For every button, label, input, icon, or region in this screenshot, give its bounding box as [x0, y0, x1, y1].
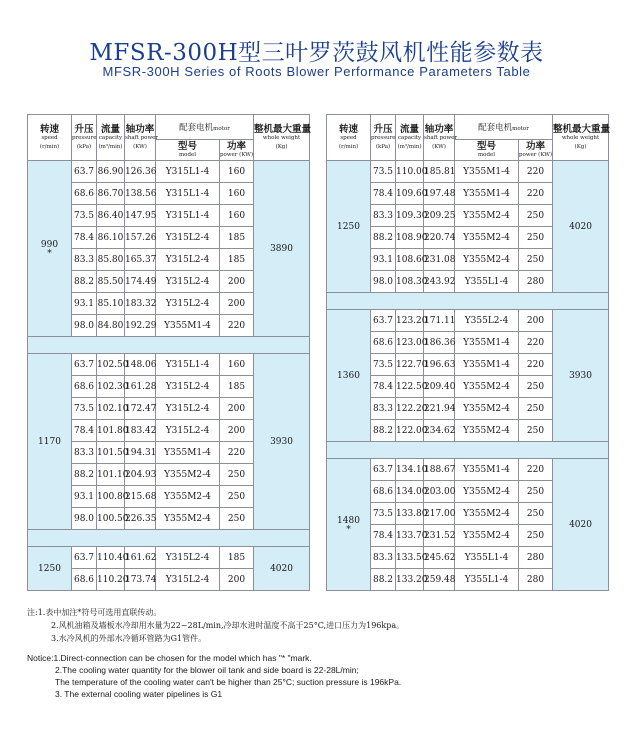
pressure-cell: 93.1	[72, 293, 97, 315]
shaft-power-cell: 147.95	[125, 205, 156, 227]
capacity-cell: 123.00	[396, 332, 424, 354]
pressure-cell: 83.3	[371, 398, 396, 420]
header-motor	[156, 115, 254, 140]
weight-cell: 3930	[254, 354, 310, 530]
table-row	[28, 547, 310, 569]
pressure-cell: 93.1	[72, 486, 97, 508]
header-pressure-en: pressure	[371, 135, 396, 142]
shaft-power-cell: 188.67	[424, 459, 455, 481]
capacity-cell: 85.50	[97, 271, 125, 293]
pressure-cell: 73.5	[371, 161, 396, 183]
motor-model-cell: Y355M1-4	[455, 161, 519, 183]
motor-model-cell: Y315L2-4	[156, 227, 220, 249]
speed-value: 1170	[38, 436, 61, 447]
motor-model-cell: Y355M2-4	[455, 249, 519, 271]
motor-model-cell: Y355L1-4	[455, 271, 519, 293]
motor-model-cell: Y315L1-4	[156, 183, 220, 205]
motor-model-cell: Y315L2-4	[156, 293, 220, 315]
header-model-cn: 型号	[476, 140, 496, 152]
header-shaft-power	[424, 115, 458, 161]
motor-power-cell: 250	[519, 481, 553, 503]
motor-model-cell: Y315L2-4	[156, 271, 220, 293]
speed-cell	[28, 547, 72, 591]
header-speed-en: speed	[41, 135, 58, 142]
header-pressure-unit: (kPa)	[76, 144, 92, 151]
capacity-cell: 122.00	[396, 420, 424, 442]
capacity-cell: 86.70	[97, 183, 125, 205]
header-speed	[28, 115, 72, 161]
table-row	[327, 310, 609, 332]
shaft-power-cell: 215.68	[125, 486, 156, 508]
table-row	[327, 459, 609, 481]
pressure-cell: 98.0	[72, 315, 97, 337]
capacity-cell: 85.80	[97, 249, 125, 271]
shaft-power-cell: 204.93	[125, 464, 156, 486]
motor-power-cell: 250	[519, 525, 553, 547]
header-shaft-power-en: shaft power	[424, 135, 458, 142]
motor-model-cell: Y355M2-4	[455, 376, 519, 398]
pressure-cell: 68.6	[72, 376, 97, 398]
motor-model-cell: Y355L1-4	[455, 547, 519, 569]
pressure-cell: 78.4	[371, 183, 396, 205]
header-pressure-cn: 升压	[373, 123, 393, 135]
shaft-power-cell: 183.42	[125, 420, 156, 442]
spacer-cell	[327, 293, 609, 310]
header-pressure	[371, 115, 396, 161]
motor-model-cell: Y315L2-4	[156, 547, 220, 569]
pressure-cell: 93.1	[371, 249, 396, 271]
weight-cell: 3930	[553, 310, 609, 442]
motor-power-cell: 250	[519, 227, 553, 249]
motor-power-cell: 220	[519, 332, 553, 354]
table-row	[28, 161, 310, 183]
header-capacity-en: capacity	[98, 135, 123, 142]
pressure-cell: 78.4	[371, 525, 396, 547]
pressure-cell: 73.5	[371, 354, 396, 376]
motor-power-cell: 185	[220, 227, 254, 249]
header-weight	[553, 115, 609, 161]
motor-model-cell: Y355M2-4	[455, 227, 519, 249]
group-spacer	[327, 442, 609, 459]
shaft-power-cell: 220.74	[424, 227, 455, 249]
weight-cell: 4020	[254, 547, 310, 591]
motor-model-cell: Y315L2-4	[156, 420, 220, 442]
capacity-cell: 133.70	[396, 525, 424, 547]
notes-english	[27, 652, 627, 700]
motor-model-cell: Y355M2-4	[455, 525, 519, 547]
pressure-cell: 98.0	[72, 508, 97, 530]
shaft-power-cell: 217.00	[424, 503, 455, 525]
shaft-power-cell: 161.28	[125, 376, 156, 398]
header-speed-en: speed	[340, 135, 357, 142]
weight-cell: 3890	[254, 161, 310, 337]
capacity-cell: 110.40	[97, 547, 125, 569]
header-speed-unit: (r/min)	[39, 144, 60, 151]
pressure-cell: 63.7	[72, 161, 97, 183]
motor-power-cell: 280	[519, 271, 553, 293]
header-capacity-unit: (m³/min)	[397, 144, 422, 151]
shaft-power-cell: 192.29	[125, 315, 156, 337]
motor-power-cell: 185	[220, 249, 254, 271]
capacity-cell: 84.80	[97, 315, 125, 337]
capacity-cell: 133.80	[396, 503, 424, 525]
note-en-4: 3. The external cooling water pipelines is G1	[55, 689, 223, 699]
header-speed	[327, 115, 371, 161]
motor-model-cell: Y315L2-4	[156, 376, 220, 398]
header-row	[327, 115, 609, 140]
group-spacer	[327, 293, 609, 310]
capacity-cell: 108.60	[396, 249, 424, 271]
header-shaft-power	[125, 115, 159, 161]
motor-power-cell: 280	[519, 547, 553, 569]
capacity-cell: 134.00	[396, 481, 424, 503]
header-pressure-en: pressure	[72, 135, 97, 142]
motor-model-cell: Y355M1-4	[455, 459, 519, 481]
header-weight	[254, 115, 310, 161]
shaft-power-cell: 209.25	[424, 205, 455, 227]
motor-power-cell: 220	[519, 354, 553, 376]
header-shaft-power-unit: (KW)	[133, 144, 147, 151]
pressure-cell: 68.6	[72, 569, 97, 591]
speed-cell	[327, 161, 371, 293]
pressure-cell: 63.7	[72, 547, 97, 569]
motor-power-cell: 200	[220, 420, 254, 442]
shaft-power-cell: 173.74	[125, 569, 156, 591]
motor-power-cell: 160	[220, 183, 254, 205]
motor-power-cell: 185	[220, 376, 254, 398]
capacity-cell: 86.40	[97, 205, 125, 227]
motor-power-cell: 220	[220, 442, 254, 464]
capacity-cell: 109.60	[396, 183, 424, 205]
header-shaft-power-en: shaft power	[125, 135, 159, 142]
header-capacity	[97, 115, 125, 161]
note-cn-3: 3.水冷风机的外部水冷循环管路为G1管件。	[51, 634, 207, 643]
motor-model-cell: Y355M1-4	[455, 354, 519, 376]
capacity-cell: 100.80	[97, 486, 125, 508]
header-capacity	[396, 115, 424, 161]
header-weight-en: whole weight	[262, 135, 301, 142]
shaft-power-cell: 221.94	[424, 398, 455, 420]
motor-power-cell: 160	[220, 161, 254, 183]
pressure-cell: 88.2	[72, 271, 97, 293]
note-en-1: Notice:1.Direct-connection can be chosen for the model which has "* "mark.	[27, 653, 312, 663]
shaft-power-cell: 226.35	[125, 508, 156, 530]
motor-power-cell: 200	[519, 310, 553, 332]
header-speed-cn: 转速	[39, 123, 59, 135]
shaft-power-cell: 203.00	[424, 481, 455, 503]
capacity-cell: 86.90	[97, 161, 125, 183]
weight-cell: 4020	[553, 459, 609, 591]
motor-model-cell: Y355M2-4	[156, 464, 220, 486]
note-en-2: 2.The cooling water quantity for the blower oil tank and side board is 22-28L/min;	[55, 665, 359, 675]
pressure-cell: 98.0	[371, 271, 396, 293]
shaft-power-cell: 231.08	[424, 249, 455, 271]
motor-power-cell: 250	[220, 508, 254, 530]
group-spacer	[28, 337, 310, 354]
shaft-power-cell: 185.81	[424, 161, 455, 183]
table-row	[28, 354, 310, 376]
header-weight-en: whole weight	[561, 135, 600, 142]
pressure-cell: 68.6	[371, 481, 396, 503]
header-shaft-power-unit: (KW)	[432, 144, 446, 151]
motor-model-cell: Y355L2-4	[455, 310, 519, 332]
pressure-cell: 73.5	[72, 398, 97, 420]
motor-power-cell: 220	[519, 459, 553, 481]
capacity-cell: 123.20	[396, 310, 424, 332]
header-speed-unit: (r/min)	[338, 144, 359, 151]
speed-value: 1360	[337, 370, 360, 381]
header-model-en: model	[477, 152, 496, 159]
pressure-cell: 68.6	[371, 332, 396, 354]
pressure-cell: 78.4	[72, 227, 97, 249]
pressure-cell: 88.2	[371, 420, 396, 442]
motor-model-cell: Y355M1-4	[455, 183, 519, 205]
capacity-cell: 85.10	[97, 293, 125, 315]
motor-model-cell: Y355M1-4	[156, 442, 220, 464]
speed-cell	[28, 161, 72, 337]
shaft-power-cell: 138.56	[125, 183, 156, 205]
header-weight-unit: (Kg)	[275, 144, 288, 151]
motor-power-cell: 220	[519, 183, 553, 205]
motor-model-cell: Y315L2-4	[156, 569, 220, 591]
capacity-cell: 101.80	[97, 420, 125, 442]
shaft-power-cell: 186.36	[424, 332, 455, 354]
pressure-cell: 88.2	[371, 569, 396, 591]
shaft-power-cell: 243.92	[424, 271, 455, 293]
header-weight-cn: 整机最大重量	[254, 123, 312, 135]
header-capacity-en: capacity	[397, 135, 422, 142]
header-capacity-cn: 流量	[399, 123, 419, 135]
motor-model-cell: Y355M1-4	[156, 315, 220, 337]
pressure-cell: 78.4	[371, 376, 396, 398]
motor-model-cell: Y355M2-4	[455, 398, 519, 420]
speed-cell	[327, 459, 371, 591]
motor-power-cell: 200	[220, 293, 254, 315]
shaft-power-cell: 209.40	[424, 376, 455, 398]
direct-drive-mark: *	[47, 248, 52, 259]
motor-model-cell: Y315L1-4	[156, 205, 220, 227]
shaft-power-cell: 231.52	[424, 525, 455, 547]
motor-model-cell: Y355M2-4	[455, 205, 519, 227]
pressure-cell: 73.5	[371, 503, 396, 525]
shaft-power-cell: 197.48	[424, 183, 455, 205]
motor-model-cell: Y355M2-4	[455, 481, 519, 503]
pressure-cell: 83.3	[371, 205, 396, 227]
pressure-cell: 83.3	[371, 547, 396, 569]
shaft-power-cell: 161.62	[125, 547, 156, 569]
header-pressure-unit: (kPa)	[375, 144, 391, 151]
shaft-power-cell: 171.11	[424, 310, 455, 332]
header-model	[156, 140, 220, 161]
motor-model-cell: Y315L2-4	[156, 398, 220, 420]
motor-power-cell: 200	[220, 271, 254, 293]
capacity-cell: 100.50	[97, 508, 125, 530]
header-pressure-cn: 升压	[74, 123, 94, 135]
motor-power-cell: 200	[220, 398, 254, 420]
pressure-cell: 63.7	[371, 459, 396, 481]
capacity-cell: 102.10	[97, 398, 125, 420]
pressure-cell: 63.7	[72, 354, 97, 376]
title-english: MFSR-300H Series of Roots Blower Performance Parameters Table	[102, 64, 531, 79]
motor-power-cell: 185	[220, 547, 254, 569]
pressure-cell: 88.2	[371, 227, 396, 249]
weight-cell: 4020	[553, 161, 609, 293]
group-spacer	[28, 530, 310, 547]
spacer-cell	[28, 530, 310, 547]
note-cn-2: 2.风机油箱及墙板水冷却用水量为22~28L/min,冷却水进时温度不高于25°C,进口压力为196kpa。	[51, 621, 405, 630]
motor-power-cell: 220	[519, 161, 553, 183]
capacity-cell: 110.00	[396, 161, 424, 183]
capacity-cell: 122.70	[396, 354, 424, 376]
motor-model-cell: Y315L2-4	[156, 249, 220, 271]
header-motor-en: motor	[213, 126, 230, 132]
header-power-en: power (KW)	[519, 152, 553, 159]
shaft-power-cell: 157.26	[125, 227, 156, 249]
shaft-power-cell: 194.31	[125, 442, 156, 464]
header-motor-en: motor	[512, 126, 529, 132]
capacity-cell: 101.50	[97, 442, 125, 464]
spacer-cell	[28, 337, 310, 354]
motor-model-cell: Y355M2-4	[455, 503, 519, 525]
header-row	[28, 115, 310, 140]
header-power-cn: 功率	[227, 140, 247, 152]
motor-power-cell: 220	[220, 315, 254, 337]
header-motor	[455, 115, 553, 140]
shaft-power-cell: 165.37	[125, 249, 156, 271]
performance-table-right	[326, 114, 609, 591]
header-power-cn: 功率	[526, 140, 546, 152]
header-pressure	[72, 115, 97, 161]
pressure-cell: 73.5	[72, 205, 97, 227]
capacity-cell: 133.20	[396, 569, 424, 591]
header-power	[519, 140, 553, 161]
motor-power-cell: 280	[519, 569, 553, 591]
note-cn-1: 注:1.表中加注*符号可选用直联传动。	[27, 608, 162, 617]
title-chinese: MFSR-300H型三叶罗茨鼓风机性能参数表	[89, 40, 544, 66]
spacer-cell	[327, 442, 609, 459]
capacity-cell: 102.30	[97, 376, 125, 398]
pressure-cell: 83.3	[72, 249, 97, 271]
header-model-en: model	[178, 152, 197, 159]
header-capacity-unit: (m³/min)	[98, 144, 123, 151]
capacity-cell: 102.50	[97, 354, 125, 376]
speed-value: 1250	[38, 563, 61, 574]
shaft-power-cell: 196.63	[424, 354, 455, 376]
capacity-cell: 101.10	[97, 464, 125, 486]
pressure-cell: 63.7	[371, 310, 396, 332]
capacity-cell: 108.90	[396, 227, 424, 249]
shaft-power-cell: 148.06	[125, 354, 156, 376]
capacity-cell: 134.10	[396, 459, 424, 481]
capacity-cell: 122.50	[396, 376, 424, 398]
capacity-cell: 86.10	[97, 227, 125, 249]
motor-model-cell: Y355L1-4	[455, 569, 519, 591]
header-power	[220, 140, 254, 161]
header-motor-cn: 配套电机	[179, 123, 214, 133]
note-en-3: The temperature of the cooling water can't be higher than 25°C; suction pressure is 196kPa.	[55, 677, 402, 687]
capacity-cell: 108.30	[396, 271, 424, 293]
capacity-cell: 133.50	[396, 547, 424, 569]
shaft-power-cell: 126.36	[125, 161, 156, 183]
motor-model-cell: Y315L1-4	[156, 354, 220, 376]
pressure-cell: 83.3	[72, 442, 97, 464]
motor-power-cell: 250	[220, 486, 254, 508]
table-row	[327, 161, 609, 183]
speed-value: 1250	[337, 221, 360, 232]
motor-model-cell: Y315L1-4	[156, 161, 220, 183]
motor-power-cell: 250	[519, 249, 553, 271]
capacity-cell: 110.20	[97, 569, 125, 591]
header-capacity-cn: 流量	[100, 123, 120, 135]
motor-power-cell: 250	[519, 205, 553, 227]
header-power-en: power (KW)	[220, 152, 254, 159]
header-motor-cn: 配套电机	[478, 123, 513, 133]
header-shaft-power-cn: 轴功率	[125, 123, 155, 135]
speed-value: 1480	[337, 515, 360, 526]
header-weight-unit: (Kg)	[574, 144, 587, 151]
header-shaft-power-cn: 轴功率	[424, 123, 454, 135]
motor-model-cell: Y355M2-4	[455, 420, 519, 442]
shaft-power-cell: 234.62	[424, 420, 455, 442]
motor-power-cell: 160	[220, 205, 254, 227]
speed-cell	[327, 310, 371, 442]
motor-model-cell: Y355M2-4	[156, 486, 220, 508]
performance-table-left	[27, 114, 310, 591]
motor-power-cell: 250	[220, 464, 254, 486]
header-speed-cn: 转速	[338, 123, 358, 135]
motor-power-cell: 250	[519, 376, 553, 398]
motor-model-cell: Y355M1-4	[455, 332, 519, 354]
speed-value: 990	[40, 239, 59, 250]
shaft-power-cell: 174.49	[125, 271, 156, 293]
pressure-cell: 68.6	[72, 183, 97, 205]
header-model-cn: 型号	[177, 140, 197, 152]
shaft-power-cell: 172.47	[125, 398, 156, 420]
motor-power-cell: 160	[220, 354, 254, 376]
shaft-power-cell: 259.48	[424, 569, 455, 591]
motor-power-cell: 250	[519, 398, 553, 420]
direct-drive-mark: *	[346, 524, 351, 535]
speed-cell	[28, 354, 72, 530]
motor-power-cell: 200	[220, 569, 254, 591]
shaft-power-cell: 245.62	[424, 547, 455, 569]
motor-model-cell: Y355M2-4	[156, 508, 220, 530]
header-model	[455, 140, 519, 161]
notes-chinese	[27, 606, 627, 645]
header-weight-cn: 整机最大重量	[553, 123, 611, 135]
capacity-cell: 109.30	[396, 205, 424, 227]
pressure-cell: 88.2	[72, 464, 97, 486]
motor-power-cell: 250	[519, 420, 553, 442]
capacity-cell: 122.20	[396, 398, 424, 420]
pressure-cell: 78.4	[72, 420, 97, 442]
motor-power-cell: 250	[519, 503, 553, 525]
shaft-power-cell: 183.32	[125, 293, 156, 315]
